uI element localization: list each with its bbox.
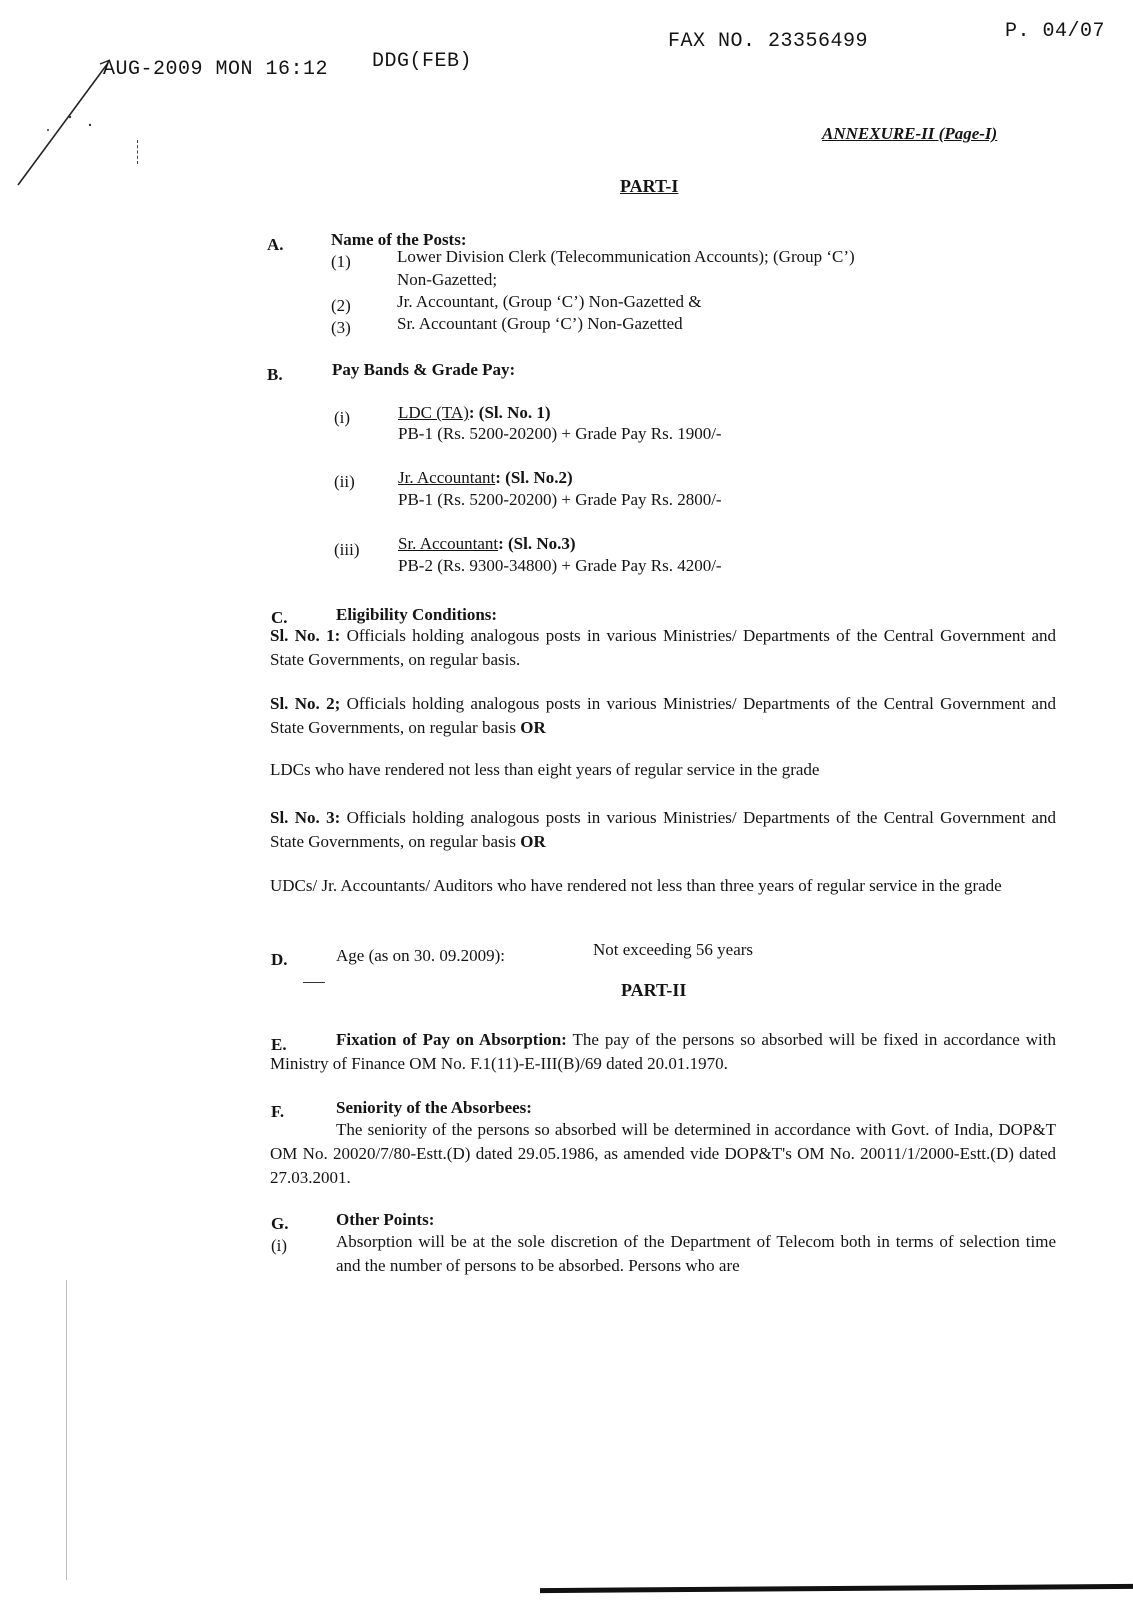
post-1-number: (1) bbox=[331, 252, 351, 271]
dash-mark bbox=[303, 982, 325, 983]
pay-1-post: LDC (TA) bbox=[398, 403, 469, 422]
sl3-or: OR bbox=[520, 832, 546, 851]
sl2-text: Officials holding analogous posts in various Ministries/ Departments of the Central Government and State Governments, on regular basis bbox=[270, 694, 1056, 737]
part1-title: PART-I bbox=[620, 176, 679, 196]
section-f-text: The seniority of the persons so absorbed will be determined in accordance with Govt. of India, DOP&T OM No. 20020/7/80-Estt.(D) dated 29.05.1986, as amended vide DOP&T's OM No. 20011/1/2000-Estt.(D) dated 27.03.2001. bbox=[270, 1120, 1056, 1187]
section-b-letter: B. bbox=[267, 365, 283, 384]
section-e-text: The pay of the persons so absorbed will be fixed in accordance with Ministry of Finance OM No. F.1(11)-E-III(B)/69 dated 20.01.1970. bbox=[270, 1030, 1056, 1073]
scan-tick-mark bbox=[137, 140, 139, 164]
post-1-cont: Non-Gazetted; bbox=[397, 270, 498, 289]
eligibility-ldc: LDCs who have rendered not less than eight years of regular service in the grade bbox=[270, 760, 820, 779]
pay-3-post: Sr. Accountant bbox=[398, 534, 499, 553]
section-g-text: Absorption will be at the sole discretion of the Department of Telecom both in terms of selection time and the number of persons to be absorbed. Persons who are bbox=[336, 1232, 1056, 1275]
post-2-number: (2) bbox=[331, 296, 351, 315]
section-e-heading: Fixation of Pay on Absorption: bbox=[336, 1030, 567, 1049]
section-d-letter: D. bbox=[271, 950, 288, 969]
section-e-para bbox=[270, 1028, 1056, 1076]
pay-1-number: (i) bbox=[334, 408, 351, 427]
section-e-letter: E. bbox=[271, 1035, 287, 1054]
section-a-heading: Name of the Posts: bbox=[331, 230, 467, 249]
section-c-letter: C. bbox=[271, 608, 288, 627]
scan-bottom-line bbox=[540, 1584, 1133, 1593]
eligibility-sl2 bbox=[270, 692, 1056, 740]
pay-2-sl: : (Sl. No.2) bbox=[495, 468, 573, 487]
pay-2-band: PB-1 (Rs. 5200-20200) + Grade Pay Rs. 2800/- bbox=[398, 490, 722, 509]
pay-3-sl: : (Sl. No.3) bbox=[498, 534, 576, 553]
eligibility-sl3 bbox=[270, 806, 1056, 854]
fax-page: P. 04/07 bbox=[1005, 20, 1106, 43]
pay-3-title bbox=[398, 532, 576, 556]
section-f-heading: Seniority of the Absorbees: bbox=[336, 1098, 532, 1117]
pay-3-number: (iii) bbox=[334, 540, 360, 559]
eligibility-sl1 bbox=[270, 624, 1056, 672]
eligibility-udc: UDCs/ Jr. Accountants/ Auditors who have rendered not less than three years of regular service in the grade bbox=[270, 876, 1002, 895]
age-value: Not exceeding 56 years bbox=[593, 940, 754, 959]
pay-2-title bbox=[398, 466, 573, 490]
sl2-or: OR bbox=[520, 718, 546, 737]
pay-2-post: Jr. Accountant bbox=[398, 468, 496, 487]
sl2-label: Sl. No. 2; bbox=[270, 694, 341, 713]
section-a-letter: A. bbox=[267, 235, 284, 254]
section-g-letter: G. bbox=[271, 1214, 289, 1233]
post-3-name: Sr. Accountant (Group ‘C’) Non-Gazetted bbox=[397, 314, 683, 333]
sl3-text: Officials holding analogous posts in various Ministries/ Departments of the Central Government and State Governments, on regular basis bbox=[270, 808, 1056, 851]
fax-datetime: AUG-2009 MON 16:12 bbox=[103, 58, 329, 81]
scan-left-edge bbox=[66, 1280, 67, 1580]
section-b-heading: Pay Bands & Grade Pay: bbox=[332, 360, 516, 379]
post-1-name: Lower Division Clerk (Telecommunication Accounts); (Group ‘C’) bbox=[397, 247, 855, 266]
section-f-letter: F. bbox=[271, 1102, 285, 1121]
fax-sender: DDG(FEB) bbox=[372, 50, 473, 73]
pay-3-band: PB-2 (Rs. 9300-34800) + Grade Pay Rs. 4200/- bbox=[398, 556, 722, 575]
section-c-heading: Eligibility Conditions: bbox=[336, 605, 498, 624]
post-2-name: Jr. Accountant, (Group ‘C’) Non-Gazetted & bbox=[397, 292, 702, 311]
part2-title: PART-II bbox=[621, 980, 687, 1000]
sl1-text: Officials holding analogous posts in various Ministries/ Departments of the Central Government and State Governments, on regular basis. bbox=[270, 626, 1056, 669]
pay-1-sl: : (Sl. No. 1) bbox=[468, 403, 551, 422]
age-label: Age (as on 30. 09.2009): bbox=[336, 946, 506, 965]
pay-2-number: (ii) bbox=[334, 472, 355, 491]
annexure-label: ANNEXURE-II (Page-I) bbox=[822, 124, 998, 143]
section-g-num: (i) bbox=[271, 1236, 288, 1255]
post-3-number: (3) bbox=[331, 318, 351, 337]
pay-1-band: PB-1 (Rs. 5200-20200) + Grade Pay Rs. 1900/- bbox=[398, 424, 722, 443]
section-g-heading: Other Points: bbox=[336, 1210, 435, 1229]
sl3-label: Sl. No. 3: bbox=[270, 808, 341, 827]
fax-number: FAX NO. 23356499 bbox=[668, 30, 869, 53]
sl1-label: Sl. No. 1: bbox=[270, 626, 341, 645]
